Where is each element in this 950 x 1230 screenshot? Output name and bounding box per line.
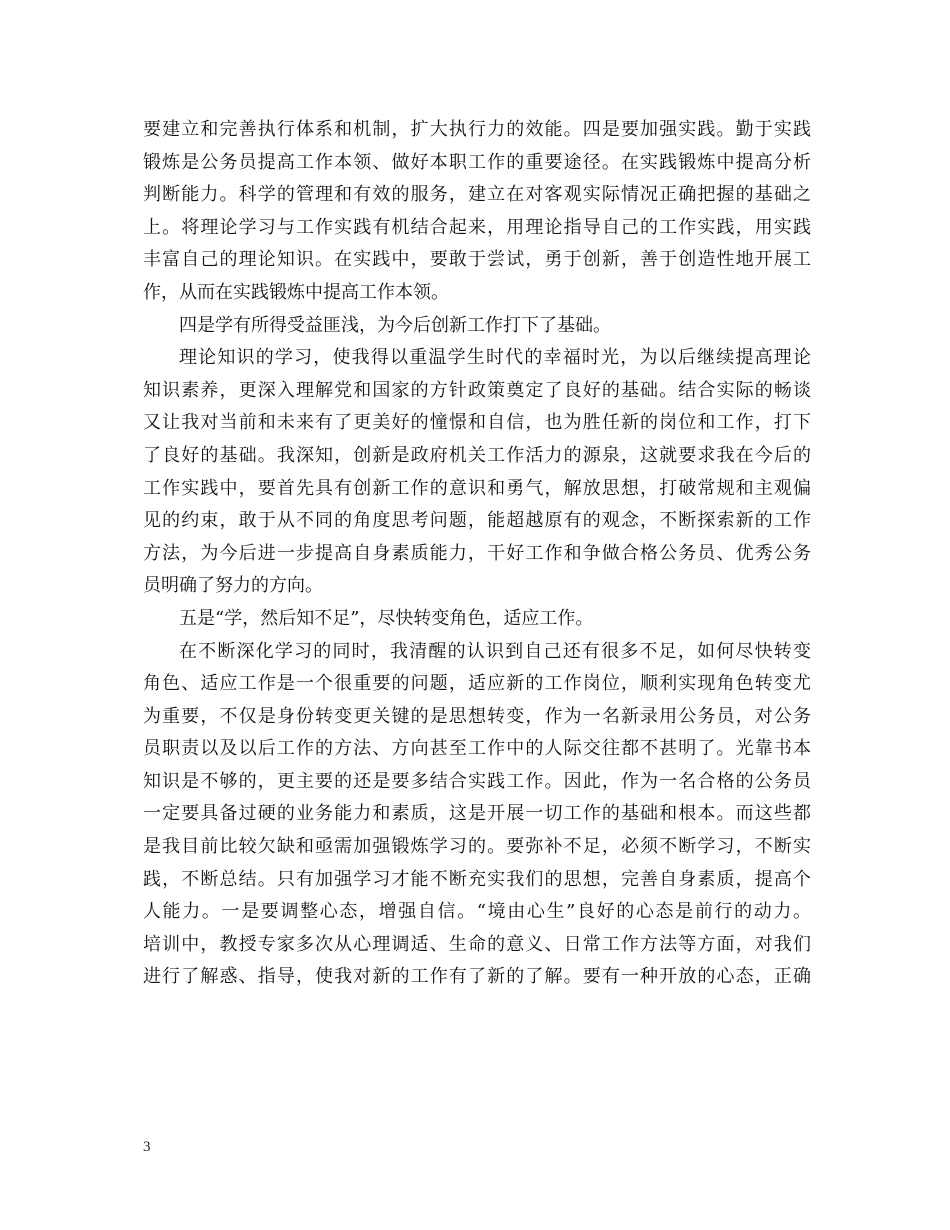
- text-line: 人能力。一是要调整心态，增强自信。“境由心生”良好的心态是前行的动力。: [143, 901, 811, 923]
- text-line: 又让我对当前和未来有了更美好的憧憬和自信，也为胜任新的岗位和工作，打下: [143, 412, 811, 434]
- text-line: 员明确了努力的方向。: [143, 575, 323, 597]
- text-line: 知识素养，更深入理解党和国家的方针政策奠定了良好的基础。结合实际的畅谈: [143, 379, 811, 401]
- document-body: [143, 114, 811, 994]
- text-line: 理论知识的学习，使我得以重温学生时代的幸福时光，为以后继续提高理论: [179, 347, 811, 369]
- text-line: 是我目前比较欠缺和亟需加强锻炼学习的。要弥补不足，必须不断学习，不断实: [143, 836, 811, 858]
- text-line: 践，不断总结。只有加强学习才能不断充实我们的思想，完善自身素质，提高个: [143, 868, 811, 890]
- text-line: 上。将理论学习与工作实践有机结合起来，用理论指导自己的工作实践，用实践: [143, 216, 811, 238]
- text-line: 知识是不够的，更主要的还是要多结合实践工作。因此，作为一名合格的公务员: [143, 770, 811, 792]
- page-number: 3: [143, 1139, 151, 1155]
- text-line: 判断能力。科学的管理和有效的服务，建立在对客观实际情况正确把握的基础之: [143, 184, 811, 206]
- text-line: 作，从而在实践锻炼中提高工作本领。: [143, 281, 449, 303]
- text-line: 要建立和完善执行体系和机制，扩大执行力的效能。四是要加强实践。勤于实践: [143, 119, 811, 140]
- text-line: 工作实践中，要首先具有创新工作的意识和勇气，解放思想，打破常规和主观偏: [143, 477, 811, 499]
- text-line: 在不断深化学习的同时，我清醒的认识到自己还有很多不足，如何尽快转变: [179, 640, 811, 662]
- text-line: 见的约束，敢于从不同的角度思考问题，能超越原有的观念，不断探索新的工作: [143, 510, 811, 532]
- text-line: 五是“学，然后知不足”，尽快转变角色，适应工作。: [179, 607, 594, 629]
- text-line: 为重要，不仅是身份转变更关键的是思想转变，作为一名新录用公务员，对公务: [143, 705, 811, 727]
- text-line: 员职责以及以后工作的方法、方向甚至工作中的人际交往都不甚明了。光靠书本: [143, 738, 811, 760]
- text-line: 四是学有所得受益匪浅，为今后创新工作打下了基础。: [179, 314, 611, 336]
- text-line: 锻炼是公务员提高工作本领、做好本职工作的重要途径。在实践锻炼中提高分析: [143, 151, 811, 173]
- text-line: 一定要具备过硬的业务能力和素质，这是开展一切工作的基础和根本。而这些都: [143, 803, 811, 825]
- text-line: 培训中，教授专家多次从心理调适、生命的意义、日常工作方法等方面，对我们: [143, 933, 811, 955]
- text-line: 角色、适应工作是一个很重要的问题，适应新的工作岗位，顺利实现角色转变尤: [143, 673, 811, 695]
- text-line: 进行了解惑、指导，使我对新的工作有了新的了解。要有一种开放的心态，正确: [143, 966, 811, 988]
- text-line: 方法，为今后进一步提高自身素质能力，干好工作和争做合格公务员、优秀公务: [143, 542, 811, 564]
- text-line: 丰富自己的理论知识。在实践中，要敢于尝试，勇于创新，善于创造性地开展工: [143, 249, 811, 271]
- text-line: 了良好的基础。我深知，创新是政府机关工作活力的源泉，这就要求我在今后的: [143, 444, 811, 466]
